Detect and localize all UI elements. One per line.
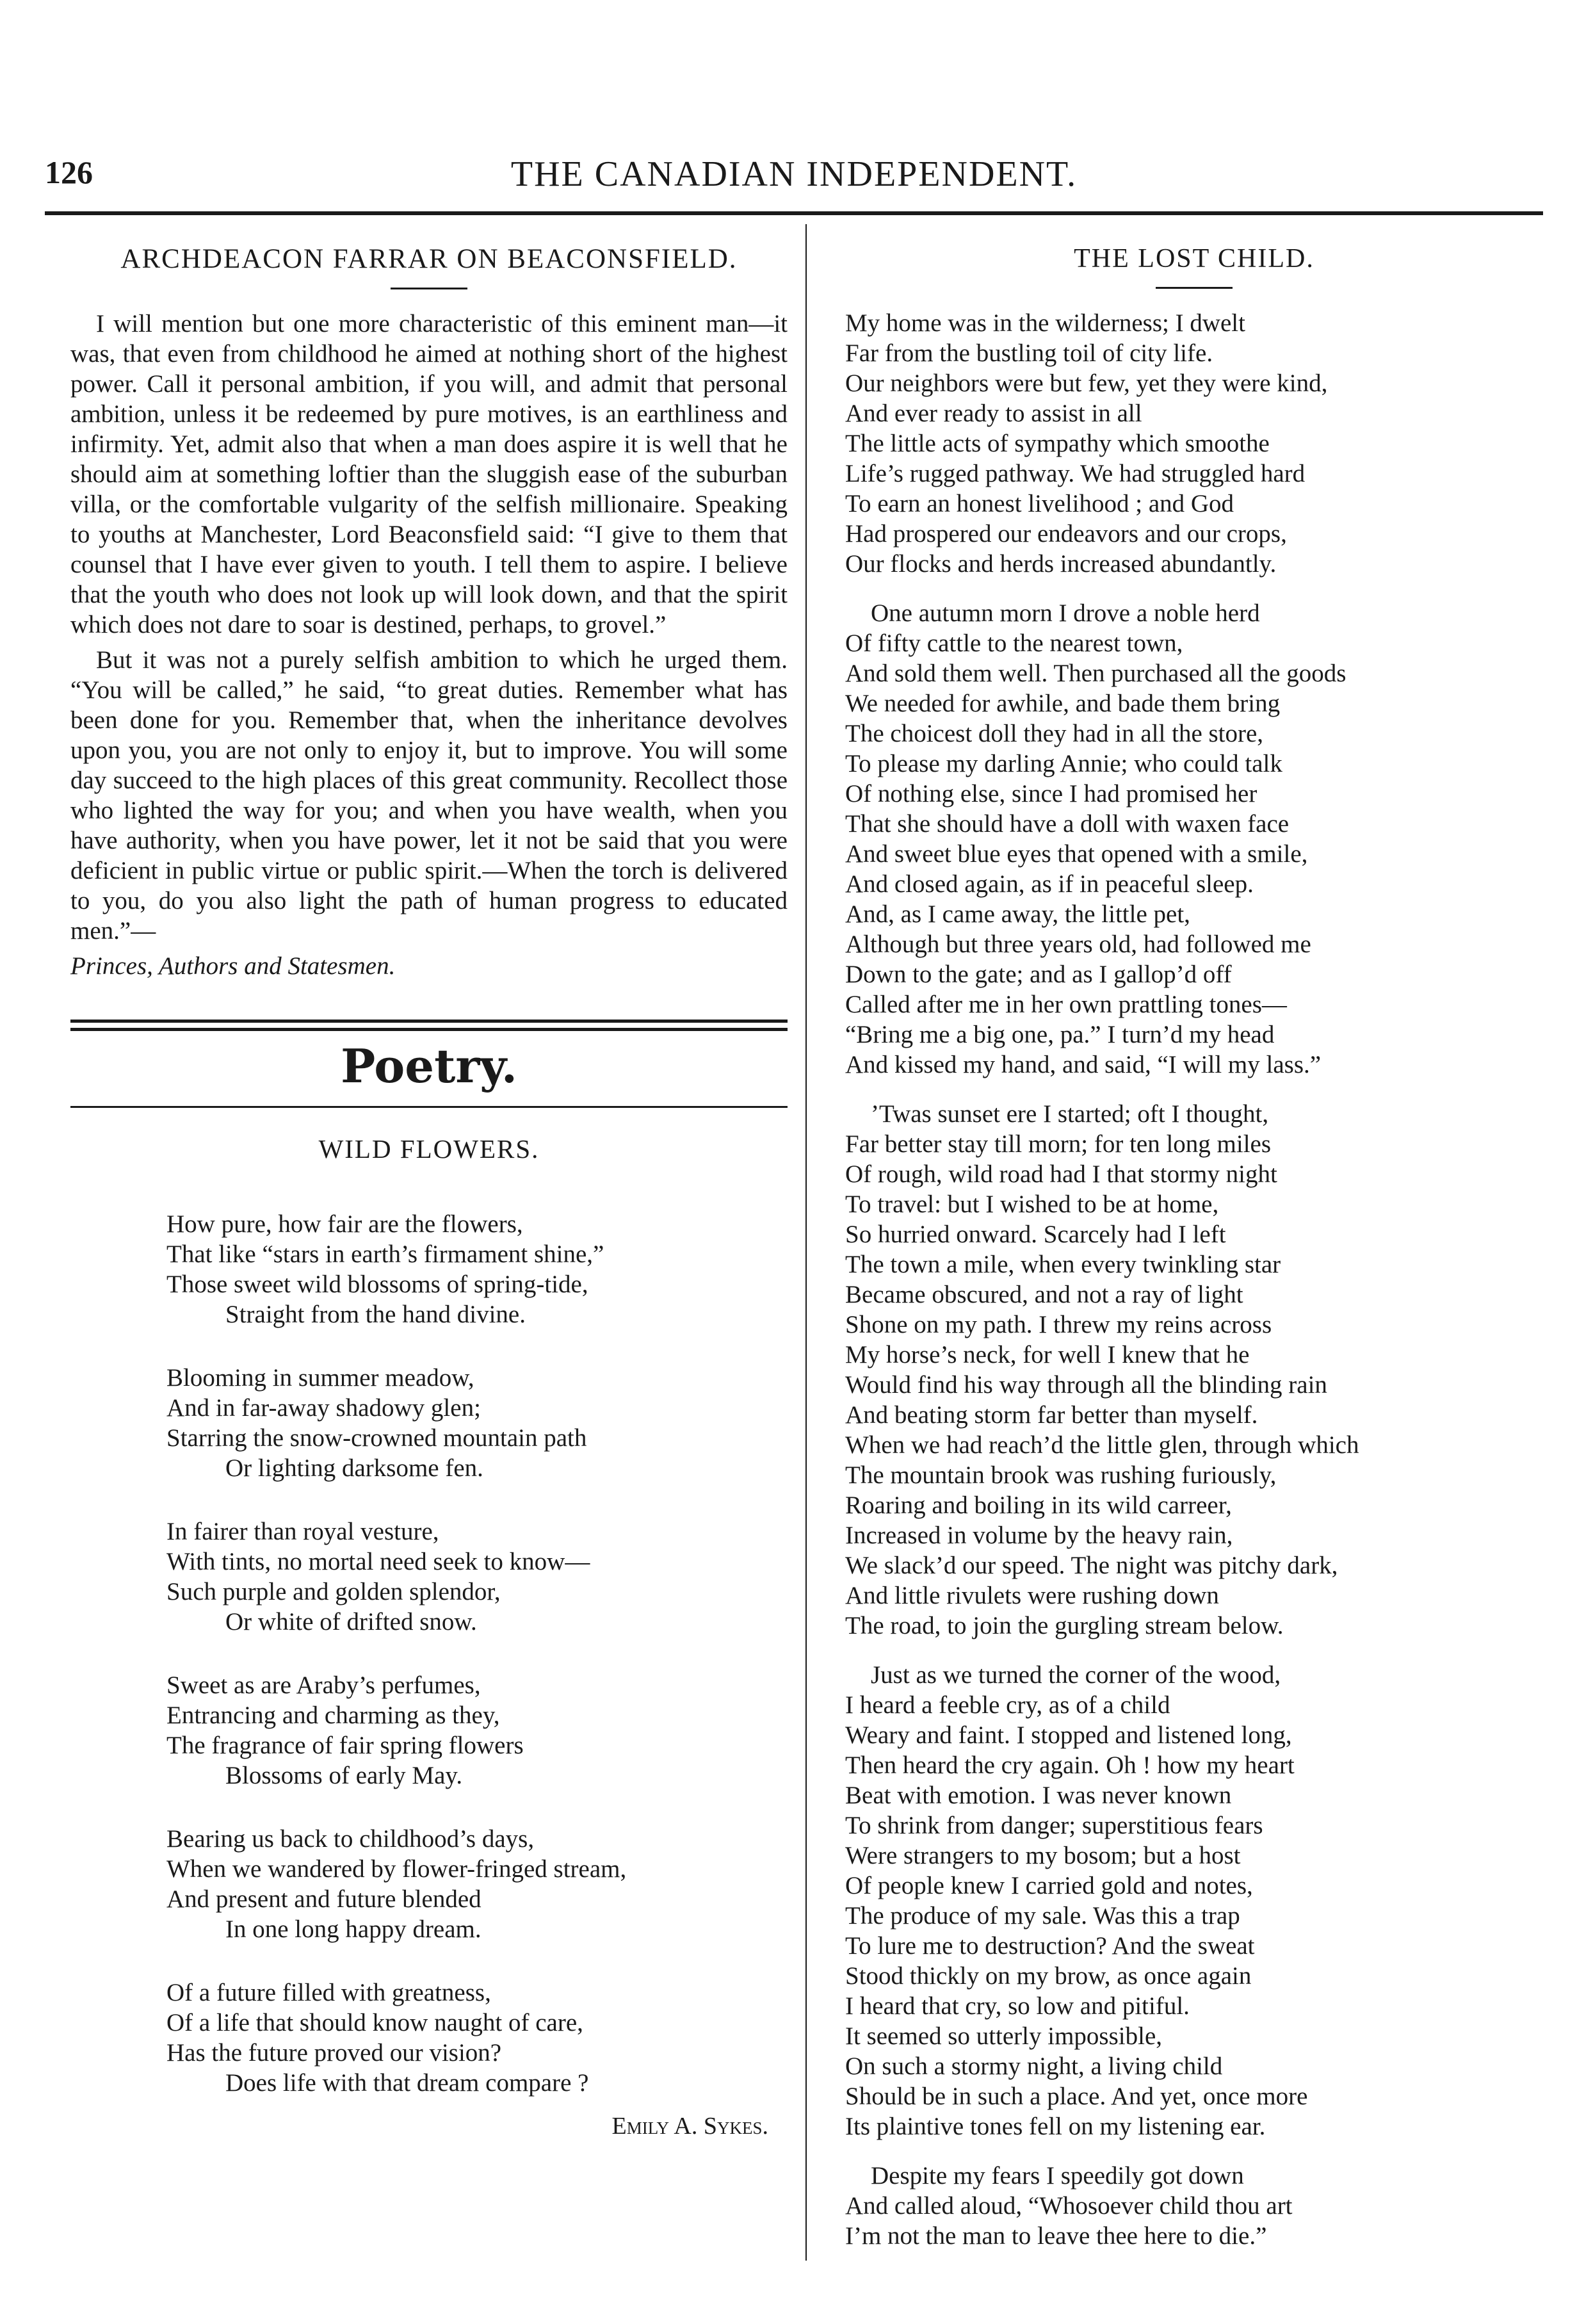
poem-line: The little acts of sympathy which smoothe xyxy=(845,430,1270,457)
title-rule xyxy=(1156,287,1233,289)
poem-line: Sweet as are Araby’s perfumes, xyxy=(166,1671,481,1699)
poem-line: Called after me in her own prattling tones— xyxy=(845,991,1287,1018)
poem-line: Blooming in summer meadow, xyxy=(166,1364,474,1392)
stanza xyxy=(166,1516,788,1637)
poem-line: The road, to join the gurgling stream below. xyxy=(845,1612,1284,1639)
poem-line: The fragrance of fair spring flowers xyxy=(166,1732,524,1759)
poem-line: Or white of drifted snow. xyxy=(225,1608,477,1636)
poem-line: To lure me to destruction? And the sweat xyxy=(845,1932,1255,1960)
poem-line: The choicest doll they had in all the store, xyxy=(845,720,1264,747)
journal-title: THE CANADIAN INDEPENDENT. xyxy=(510,154,1078,194)
poem-line: To shrink from danger; superstitious fears xyxy=(845,1812,1263,1839)
stanza xyxy=(166,1363,788,1483)
poem-line: Or lighting darksome fen. xyxy=(225,1454,483,1482)
poem-line: And called aloud, “Whosoever child thou art xyxy=(845,2192,1293,2220)
poem-line: Should be in such a place. And yet, once more xyxy=(845,2083,1308,2110)
page-number: 126 xyxy=(45,154,93,190)
poem-line: Became obscured, and not a ray of light xyxy=(845,1281,1243,1308)
poem-line: It seemed so utterly impossible, xyxy=(845,2022,1163,2050)
poem-line: And ever ready to assist in all xyxy=(845,400,1142,427)
poem-line: I heard a feeble cry, as of a child xyxy=(845,1691,1170,1719)
verse xyxy=(845,1099,1562,1641)
poem-title-lost-child: THE LOST CHILD. xyxy=(1074,244,1314,273)
article-source: Princes, Authors and Statesmen. xyxy=(70,952,396,980)
poem-line: And closed again, as if in peaceful sleep. xyxy=(845,870,1254,898)
poem-line: How pure, how fair are the flowers, xyxy=(166,1210,523,1238)
poem-line: Down to the gate; and as I gallop’d off xyxy=(845,961,1232,988)
poem-line: Life’s rugged pathway. We had struggled hard xyxy=(845,460,1306,487)
poem-line: Its plaintive tones fell on my listening ear. xyxy=(845,2113,1266,2140)
poem-line: Of nothing else, since I had promised her xyxy=(845,780,1258,808)
verse xyxy=(845,2161,1562,2251)
poem-line: We slack’d our speed. The night was pitchy dark, xyxy=(845,1552,1338,1579)
poem-line: Were strangers to my bosom; but a host xyxy=(845,1842,1241,1869)
poem-line: The produce of my sale. Was this a trap xyxy=(845,1902,1240,1930)
poem-line: Despite my fears I speedily got down xyxy=(871,2162,1244,2190)
article-body xyxy=(70,309,788,981)
poem-line: When we had reach’d the little glen, through which xyxy=(845,1431,1359,1459)
poem-line: When we wandered by flower-fringed stream, xyxy=(166,1855,627,1883)
poem-line: Increased in volume by the heavy rain, xyxy=(845,1522,1233,1549)
section-rule xyxy=(70,1106,788,1108)
poem-line: Stood thickly on my brow, as once again xyxy=(845,1962,1252,1990)
poem-lost-child xyxy=(826,308,1562,2251)
poem-line: We needed for awhile, and bade them bring xyxy=(845,690,1281,717)
poem-line: To travel: but I wished to be at home, xyxy=(845,1190,1219,1218)
poem-line: And sold them well. Then purchased all the goods xyxy=(845,660,1347,687)
verse xyxy=(845,1660,1562,2141)
poem-line: Had prospered our endeavors and our crops, xyxy=(845,520,1287,548)
article-paragraph: I will mention but one more characteristic of this eminent man—it was, that even from childhood he aimed at nothing short of the highest power. Call it personal ambition, if you will, and admit that personal ambition, unless it be redeemed by pure motives, is an earthliness and infirmity. Yet, admit also that when a man does aspire it is well that he should aim at something loftier than the sluggish ease of the suburban villa, or the comfortable vulgarity of the selfish millionaire. Speaking to youths at Manchester, Lord Beaconsfield said: “I give to them that counsel that I have ever given to youth. I tell them to aspire. I believe that the youth who does not look up will look down, and that the spirit which does not dare to soar is destined, perhaps, to grovel.” xyxy=(70,310,788,638)
poem-line: On such a stormy night, a living child xyxy=(845,2052,1223,2080)
section-rules xyxy=(70,1020,788,1031)
poem-line: The town a mile, when every twinkling star xyxy=(845,1251,1281,1278)
poem-line: My home was in the wilderness; I dwelt xyxy=(845,309,1245,337)
poem-line: And in far-away shadowy glen; xyxy=(166,1394,481,1422)
poem-line: And kissed my hand, and said, “I will my lass.” xyxy=(845,1051,1322,1078)
poem-line: In fairer than royal vesture, xyxy=(166,1518,439,1545)
poem-line: And little rivulets were rushing down xyxy=(845,1582,1219,1609)
stanza xyxy=(166,1209,788,1329)
poem-line: Although but three years old, had followed me xyxy=(845,930,1311,958)
poem-wild-flowers xyxy=(70,1209,788,2098)
poem-line: Of a future filled with greatness, xyxy=(166,1979,491,2006)
poem-line: ’Twas sunset ere I started; oft I thought, xyxy=(871,1100,1269,1128)
poem-line: Of fifty cattle to the nearest town, xyxy=(845,630,1183,657)
stanza xyxy=(166,1824,788,1944)
poem-line: Of people knew I carried gold and notes, xyxy=(845,1872,1253,1899)
poem-line: And beating storm far better than myself. xyxy=(845,1401,1258,1429)
poem-line: And sweet blue eyes that opened with a smile, xyxy=(845,840,1308,868)
left-column xyxy=(70,237,788,2140)
page-header xyxy=(45,154,1543,205)
poem-line: Entrancing and charming as they, xyxy=(166,1702,500,1729)
poem-line: Does life with that dream compare ? xyxy=(225,2069,589,2097)
poem-line: Weary and faint. I stopped and listened long, xyxy=(845,1721,1292,1749)
stanza xyxy=(166,1978,788,2098)
article-paragraph: But it was not a purely selfish ambition to which he urged them. “You will be called,” he said, “to great duties. Remember what has been done for you. Remember that, when the inheritance devolves upon you, you are not only to enjoy it, but to improve. You will some day succeed to the high places of this great community. Recollect those who lighted the way for you; and when you have wealth, when you have authority, when you have power, let it not be said that you were deficient in public virtue or public spirit.—When the torch is delivered to you, do you also light the path of human progress to educated men.”— xyxy=(70,646,788,945)
stanza xyxy=(166,1670,788,1791)
poem-line: Our neighbors were but few, yet they were kind, xyxy=(845,370,1328,397)
poem-line: Roaring and boiling in its wild carreer, xyxy=(845,1491,1232,1519)
poem-line: Of rough, wild road had I that stormy night xyxy=(845,1160,1277,1188)
verse xyxy=(845,598,1562,1080)
poem-line: One autumn morn I drove a noble herd xyxy=(871,599,1260,627)
poem-line: Of a life that should know naught of care, xyxy=(166,2009,583,2036)
column-divider xyxy=(805,224,807,2261)
header-rule xyxy=(45,211,1543,215)
poem-line: Those sweet wild blossoms of spring-tide, xyxy=(166,1271,588,1298)
poem-line: So hurried onward. Scarcely had I left xyxy=(845,1221,1226,1248)
poem-line: Just as we turned the corner of the wood, xyxy=(871,1661,1281,1689)
poem-line: And, as I came away, the little pet, xyxy=(845,900,1190,928)
article-title: ARCHDEACON FARRAR ON BEACONSFIELD. xyxy=(120,244,738,274)
poem-line: Far better stay till morn; for ten long miles xyxy=(845,1130,1272,1158)
verse xyxy=(845,308,1562,579)
title-rule xyxy=(391,288,467,289)
poem-line: Starring the snow-crowned mountain path xyxy=(166,1424,587,1452)
poem-line: The mountain brook was rushing furiously, xyxy=(845,1461,1277,1489)
poem-line: That like “stars in earth’s firmament shine,” xyxy=(166,1240,604,1268)
right-column xyxy=(826,237,1562,2270)
poem-line: In one long happy dream. xyxy=(225,1915,481,1943)
poem-line: Would find his way through all the blinding rain xyxy=(845,1371,1327,1399)
poem-line: To earn an honest livelihood ; and God xyxy=(845,490,1234,517)
poem-line: To please my darling Annie; who could talk xyxy=(845,750,1282,777)
poem-line: Our flocks and herds increased abundantly. xyxy=(845,550,1277,578)
poem-line: I heard that cry, so low and pitiful. xyxy=(845,1992,1190,2020)
poem-line: Far from the bustling toil of city life. xyxy=(845,339,1213,367)
poem-line: Blossoms of early May. xyxy=(225,1762,463,1789)
section-heading: Poetry. xyxy=(341,1039,517,1093)
poem-line: Such purple and golden splendor, xyxy=(166,1578,501,1605)
poem-line: That she should have a doll with waxen face xyxy=(845,810,1290,838)
poem-line: And present and future blended xyxy=(166,1885,481,1913)
poem-line: My horse’s neck, for well I knew that he xyxy=(845,1341,1250,1369)
poem-line: Bearing us back to childhood’s days, xyxy=(166,1825,535,1853)
poem-line: Then heard the cry again. Oh ! how my heart xyxy=(845,1751,1295,1779)
poem-line: I’m not the man to leave thee here to die.” xyxy=(845,2222,1267,2250)
poem-line: Has the future proved our vision? xyxy=(166,2039,502,2067)
poem-line: With tints, no mortal need seek to know— xyxy=(166,1548,590,1575)
poem-line: Shone on my path. I threw my reins across xyxy=(845,1311,1272,1338)
poem-author: Emily A. Sykes. xyxy=(611,2113,768,2140)
poem-title: WILD FLOWERS. xyxy=(318,1134,540,1164)
poem-line: “Bring me a big one, pa.” I turn’d my head xyxy=(845,1021,1275,1048)
poem-line: Beat with emotion. I was never known xyxy=(845,1782,1232,1809)
poem-line: Straight from the hand divine. xyxy=(225,1301,526,1328)
